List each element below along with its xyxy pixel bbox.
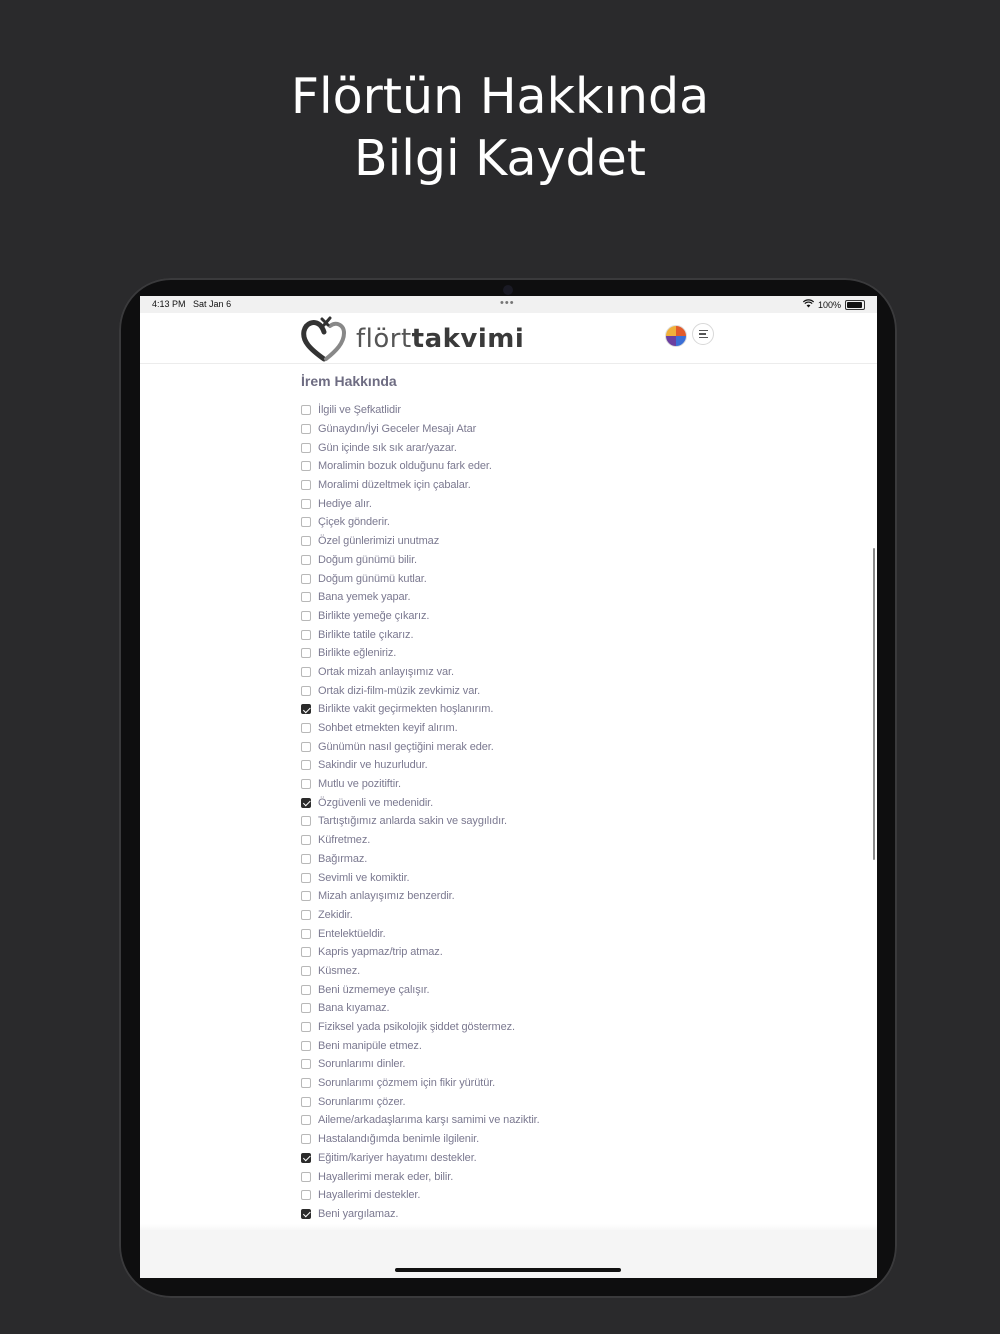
main-content: [140, 364, 877, 1230]
status-time: 4:13 PM Sat Jan 6: [152, 299, 232, 309]
checklist-item[interactable]: [301, 924, 540, 943]
checklist-item[interactable]: [301, 457, 540, 476]
checklist-item[interactable]: [301, 1092, 540, 1111]
heart-logo-icon: [300, 315, 352, 363]
checkbox[interactable]: [301, 611, 311, 621]
checkbox[interactable]: [301, 816, 311, 826]
checkbox-checked[interactable]: [301, 704, 311, 714]
checklist-item-label: Bağırmaz.: [318, 852, 368, 865]
checklist-item[interactable]: [301, 980, 540, 999]
checklist: [301, 401, 540, 1223]
checklist-item[interactable]: [301, 625, 540, 644]
checklist-item-label: Beni manipüle etmez.: [318, 1039, 422, 1052]
checklist-item[interactable]: [301, 588, 540, 607]
checklist-item-label: Tartıştığımız anlarda sakin ve saygılıdır.: [318, 815, 507, 828]
checkbox[interactable]: [301, 985, 311, 995]
checklist-item[interactable]: [301, 719, 540, 738]
checklist-item-label: Birlikte tatile çıkarız.: [318, 628, 414, 641]
checklist-item-label: Doğum günümü kutlar.: [318, 572, 427, 585]
checklist-item[interactable]: [301, 868, 540, 887]
checkbox[interactable]: [301, 461, 311, 471]
promo-headline: [0, 66, 1000, 190]
checkbox[interactable]: [301, 424, 311, 434]
checklist-item-label: Sohbet etmekten keyif alırım.: [318, 722, 458, 735]
home-indicator[interactable]: [395, 1268, 621, 1272]
checklist-item[interactable]: [301, 607, 540, 626]
checkbox[interactable]: [301, 1059, 311, 1069]
checkbox[interactable]: [301, 1022, 311, 1032]
checkbox[interactable]: [301, 648, 311, 658]
checklist-item-label: Moralimi düzeltmek için çabalar.: [318, 479, 471, 492]
checkbox[interactable]: [301, 499, 311, 509]
checklist-item-label: Günaydın/İyi Geceler Mesajı Atar: [318, 423, 477, 436]
checklist-item-label: Küfretmez.: [318, 834, 371, 847]
checklist-item[interactable]: [301, 943, 540, 962]
checklist-item-label: Birlikte vakit geçirmekten hoşlanırım.: [318, 703, 494, 716]
checklist-item-label: Mizah anlayışımız benzerdir.: [318, 890, 455, 903]
checklist-item-label: Gün içinde sık sık arar/yazar.: [318, 441, 457, 454]
checklist-item[interactable]: [301, 681, 540, 700]
checkbox[interactable]: [301, 1097, 311, 1107]
logo-wordmark: flörttakvimi: [356, 324, 525, 354]
checklist-item[interactable]: [301, 532, 540, 551]
section-title: İrem Hakkında: [301, 373, 397, 389]
checklist-item[interactable]: [301, 494, 540, 513]
checklist-item-label: Eğitim/kariyer hayatımı destekler.: [318, 1151, 477, 1164]
checklist-item-label: Beni yargılamaz.: [318, 1207, 399, 1220]
checklist-item-label: Hayallerimi destekler.: [318, 1189, 421, 1202]
checklist-item-label: Özel günlerimizi unutmaz: [318, 535, 440, 548]
checklist-item[interactable]: [301, 1074, 540, 1093]
checkbox[interactable]: [301, 667, 311, 677]
checkbox-checked[interactable]: [301, 1209, 311, 1219]
checklist-item-label: Sevimli ve komiktir.: [318, 871, 410, 884]
checklist-item-label: Küsmez.: [318, 964, 361, 977]
checklist-item-label: Bana kıyamaz.: [318, 1002, 390, 1015]
checklist-item-label: Aileme/arkadaşlarıma karşı samimi ve naziktir.: [318, 1114, 540, 1127]
checklist-item-label: Birlikte eğleniriz.: [318, 647, 397, 660]
checklist-item-label: Ortak mizah anlayışımız var.: [318, 665, 454, 678]
menu-icon: [699, 330, 708, 331]
checklist-item-label: Çiçek gönderir.: [318, 516, 390, 529]
app-logo[interactable]: [300, 315, 524, 363]
checkbox[interactable]: [301, 592, 311, 602]
battery-percent: 100%: [817, 300, 841, 310]
checklist-item[interactable]: [301, 999, 540, 1018]
checklist-item[interactable]: [301, 569, 540, 588]
checkbox[interactable]: [301, 443, 311, 453]
checkbox[interactable]: [301, 947, 311, 957]
checkbox[interactable]: [301, 536, 311, 546]
wifi-icon: [803, 299, 814, 311]
checklist-item-label: Entelektüeldir.: [318, 927, 386, 940]
checklist-item[interactable]: [301, 438, 540, 457]
checklist-item[interactable]: [301, 1205, 540, 1224]
checkbox[interactable]: [301, 630, 311, 640]
checklist-item-label: Sorunlarımı çözer.: [318, 1095, 406, 1108]
checklist-item-label: Zekidir.: [318, 908, 353, 921]
checklist-item-label: Ortak dizi-film-müzik zevkimiz var.: [318, 684, 481, 697]
checklist-item[interactable]: [301, 1130, 540, 1149]
checkbox[interactable]: [301, 891, 311, 901]
checkbox[interactable]: [301, 405, 311, 415]
checklist-item-label: Mutlu ve pozitiftir.: [318, 778, 401, 791]
checkbox-checked[interactable]: [301, 1153, 311, 1163]
checkbox[interactable]: [301, 910, 311, 920]
battery-icon: [845, 300, 865, 310]
checklist-item[interactable]: [301, 1167, 540, 1186]
checkbox[interactable]: [301, 517, 311, 527]
checklist-item[interactable]: [301, 401, 540, 420]
checkbox[interactable]: [301, 835, 311, 845]
multitasking-dots-icon[interactable]: •••: [500, 297, 515, 309]
checkbox[interactable]: [301, 929, 311, 939]
user-avatar[interactable]: [665, 325, 687, 347]
checkbox[interactable]: [301, 1134, 311, 1144]
app-header: [140, 313, 877, 364]
checklist-item[interactable]: [301, 1111, 540, 1130]
checklist-item-label: Beni üzmemeye çalışır.: [318, 983, 430, 996]
checklist-item[interactable]: [301, 906, 540, 925]
checklist-item[interactable]: [301, 551, 540, 570]
checklist-item-label: Birlikte yemeğe çıkarız.: [318, 609, 430, 622]
checklist-item-label: Fiziksel yada psikolojik şiddet göstermez.: [318, 1021, 515, 1034]
checkbox[interactable]: [301, 1190, 311, 1200]
checklist-item[interactable]: [301, 887, 540, 906]
bottom-bar: [140, 1230, 877, 1278]
checklist-item-label: Doğum günümü bilir.: [318, 553, 417, 566]
headline-line-2: Bilgi Kaydet: [354, 130, 646, 187]
checklist-item-label: Hediye alır.: [318, 497, 372, 510]
checklist-item[interactable]: [301, 1186, 540, 1205]
checklist-item-label: İlgili ve Şefkatlidir: [318, 404, 401, 417]
app-screen: [140, 296, 877, 1278]
checklist-item[interactable]: [301, 756, 540, 775]
scrollbar[interactable]: [873, 548, 875, 860]
checklist-item[interactable]: [301, 1149, 540, 1168]
checkbox[interactable]: [301, 873, 311, 883]
menu-button[interactable]: [692, 323, 714, 345]
checkbox[interactable]: [301, 1041, 311, 1051]
checklist-item[interactable]: [301, 1036, 540, 1055]
checkbox[interactable]: [301, 686, 311, 696]
checkbox[interactable]: [301, 1003, 311, 1013]
checklist-item[interactable]: [301, 513, 540, 532]
checkbox[interactable]: [301, 555, 311, 565]
checklist-item-label: Sakindir ve huzurludur.: [318, 759, 428, 772]
checklist-item[interactable]: [301, 1018, 540, 1037]
checklist-item[interactable]: [301, 962, 540, 981]
checklist-item[interactable]: [301, 737, 540, 756]
checklist-item[interactable]: [301, 831, 540, 850]
checkbox[interactable]: [301, 1172, 311, 1182]
checkbox[interactable]: [301, 723, 311, 733]
checklist-item-label: Sorunlarımı çözmem için fikir yürütür.: [318, 1077, 496, 1090]
checkbox[interactable]: [301, 779, 311, 789]
checklist-item[interactable]: [301, 663, 540, 682]
checklist-item[interactable]: [301, 1055, 540, 1074]
status-bar: [140, 296, 877, 313]
headline-line-1: Flörtün Hakkında: [290, 68, 710, 125]
checkbox[interactable]: [301, 1115, 311, 1125]
checklist-item-label: Hastalandığımda benimle ilgilenir.: [318, 1133, 480, 1146]
checklist-item[interactable]: [301, 775, 540, 794]
checkbox[interactable]: [301, 760, 311, 770]
checkbox[interactable]: [301, 574, 311, 584]
checklist-item-label: Sorunlarımı dinler.: [318, 1058, 406, 1071]
checklist-item[interactable]: [301, 644, 540, 663]
checkbox[interactable]: [301, 742, 311, 752]
checkbox[interactable]: [301, 1078, 311, 1088]
checkbox[interactable]: [301, 480, 311, 490]
checkbox[interactable]: [301, 854, 311, 864]
checklist-item[interactable]: [301, 700, 540, 719]
checkbox[interactable]: [301, 966, 311, 976]
checklist-item-label: Özgüvenli ve medenidir.: [318, 796, 434, 809]
checklist-item-label: Günümün nasıl geçtiğini merak eder.: [318, 740, 494, 753]
checklist-item[interactable]: [301, 476, 540, 495]
checklist-item[interactable]: [301, 850, 540, 869]
camera-icon: [503, 285, 513, 295]
checklist-item[interactable]: [301, 420, 540, 439]
status-right: [803, 299, 865, 311]
checklist-item[interactable]: [301, 793, 540, 812]
checklist-item-label: Kapris yapmaz/trip atmaz.: [318, 946, 443, 959]
checklist-item-label: Moralimin bozuk olduğunu fark eder.: [318, 460, 492, 473]
checklist-item-label: Hayallerimi merak eder, bilir.: [318, 1170, 454, 1183]
checklist-item[interactable]: [301, 812, 540, 831]
checklist-item-label: Bana yemek yapar.: [318, 591, 411, 604]
checkbox-checked[interactable]: [301, 798, 311, 808]
